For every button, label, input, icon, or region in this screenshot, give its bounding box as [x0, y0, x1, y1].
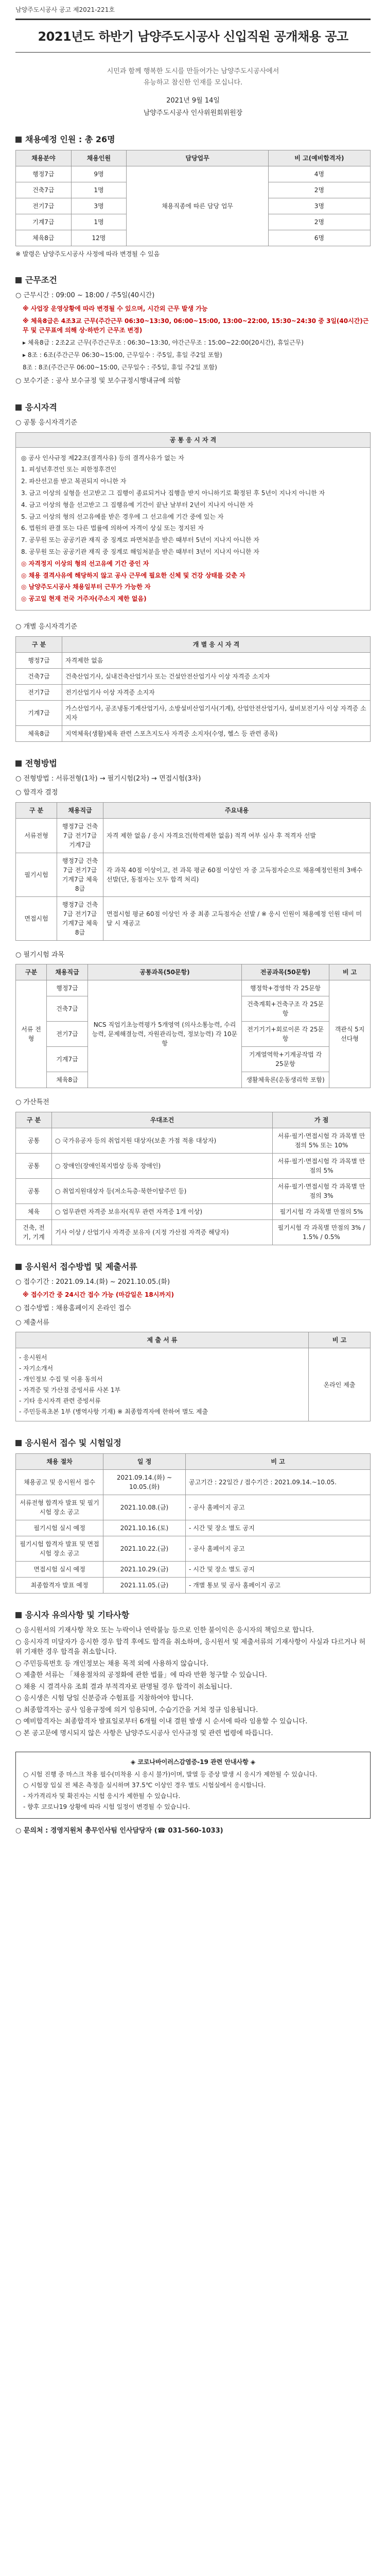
field-cell: 건축7급	[16, 668, 62, 684]
notes-list	[15, 1625, 371, 1738]
field-cell: 기계7급	[16, 700, 62, 725]
section-application: 응시원서 접수방법 및 제출서류	[15, 1261, 371, 1273]
table-row: 건축7급 1명 2명	[16, 182, 371, 198]
intro-line: 시민과 함께 행복한 도시를 만들어가는 남양주도시공사에서	[107, 67, 279, 75]
category-cell: 공통	[16, 1178, 52, 1204]
step-cell: 최종합격자 발표 예정	[16, 1578, 103, 1594]
category-cell: 서류 전형	[16, 980, 47, 1088]
note-cell: - 공사 홈페이지 공고	[186, 1495, 371, 1520]
grades-cell: 행정7급 건축7급 전기7급 기계7급 체육8급	[57, 896, 103, 940]
table-row	[16, 652, 371, 668]
date-cell: 2021.10.08.(금)	[103, 1495, 186, 1520]
step-cell: 필기시험 합격자 발표 및 면접시험 장소 공고	[16, 1536, 103, 1562]
step-cell: 서류전형 합격자 발표 및 필기시험 장소 공고	[16, 1495, 103, 1520]
note-cell: 객관식 5지선다형	[329, 980, 371, 1088]
list-item: ○ 응시생은 시험 당일 신분증과 수험표를 지참하여야 합니다.	[15, 1694, 194, 1703]
list-item: ○ 주민등록번호 등 개인정보는 채용 목적 외에 사용하지 않습니다.	[15, 1659, 209, 1668]
hours-note: ※ 사업장 운영상황에 따라 변경될 수 있으며, 시간외 근무 발생 가능	[23, 304, 208, 312]
selection-method: ○ 전형방법 : 서류전형(1차) → 필기시험(2차) → 면접시험(3차)	[15, 774, 201, 783]
application-method: ○ 접수방법 : 채용홈페이지 온라인 접수	[15, 1304, 131, 1313]
list-item: - 개인정보 수집 및 이용 동의서	[19, 1376, 103, 1383]
condition-cell: ○ 국가유공자 등의 취업지원 대상자(보훈 가점 적용 대상자)	[52, 1128, 273, 1153]
table-row	[16, 853, 371, 896]
requirement-cell: 가스산업기사, 공조냉동기계산업기사, 소방설비산업기사(기계), 산업안전산업기사, 설비보전기사 이상 자격증 소지자	[62, 700, 371, 725]
major-subject-cell: 건축계획+건축구조 각 25문항	[242, 996, 329, 1022]
docs-list	[19, 1353, 305, 1416]
category-cell: 공통	[16, 1153, 52, 1178]
condition-cell: 기사 이상 / 산업기사 자격증 보유자 (지정 가산점 자격증 해당자)	[52, 1219, 273, 1245]
condition-cell: ○ 취업지원대상자 등(저소득층·북한이탈주민 등)	[52, 1178, 273, 1204]
condition-cell: ○ 장애인(장애인복지법상 등록 장애인)	[52, 1153, 273, 1178]
written-exam-label: ○ 필기시험 과목	[15, 951, 64, 959]
points-cell: 필기시험 각 과목별 만점의 5%	[273, 1204, 371, 1219]
table-row	[16, 1520, 371, 1536]
list-item: ◎ 자격정지 이상의 형의 선고유예 기간 중인 자	[21, 560, 149, 567]
stage-cell: 서류전형	[16, 818, 57, 853]
common-eligibility-label: ○ 공통 응시자격기준	[15, 419, 78, 427]
list-item: 7. 공무원 또는 공공기관 재직 중 징계로 파면처분을 받은 때부터 5년이 지나지 아니한 자	[21, 536, 259, 544]
major-subject-cell: 전기기기+회로이론 각 25문항	[242, 1022, 329, 1047]
category-cell: 건축, 전기, 기계	[16, 1219, 52, 1245]
major-subject-cell: 생활체육론(운동생리학 포함)	[242, 1072, 329, 1088]
category-cell: 공통	[16, 1128, 52, 1153]
intro	[15, 66, 371, 89]
category-cell: 체육	[16, 1204, 52, 1219]
grade-cell: 전기7급	[47, 1022, 88, 1047]
table-row: 전기7급 3명 3명	[16, 198, 371, 214]
shift-detail: ▸ 8조 : 6조(주간근무 06:30~15:00, 근무일수 : 주5일, 휴일 주2일 포함)	[23, 351, 222, 359]
list-item: ◎ 남양주도시공사 채용일부터 근무가 가능한 자	[21, 583, 151, 591]
list-item: - 자기소개서	[19, 1365, 54, 1372]
list-item: - 기타 응시자격 관련 증빙서류	[19, 1397, 101, 1405]
docs-label: ○ 제출서류	[15, 1318, 49, 1327]
docs-table: 제 출 서 류 비 고 - 응시원서 - 자기소개서 - 개인정보 수집 및 이용 동의서 - 자격증 및 가산점 증빙서류 사본 1부 - 기타 응시자격 관련 증빙서류 - 주민등록초본 1부 (병역사항 기재) ※ 최종합격자에 한하여 별도 제출 온라인 제출	[15, 1332, 371, 1421]
list-item: ◎ 공사 인사규정 제22조(결격사유) 등의 결격사유가 없는 자	[21, 454, 184, 462]
section-work-conditions: 근무조건	[15, 274, 371, 286]
content-cell: 자격 제한 없음 / 응시 자격요건(학력제한 없음) 적격 여부 심사 후 적격자 선발	[103, 818, 371, 853]
grade-cell: 기계7급	[47, 1047, 88, 1072]
grade-cell: 행정7급	[47, 980, 88, 996]
grade-cell: 건축7급	[47, 996, 88, 1022]
requirement-cell: 건축산업기사, 실내건축산업기사 또는 건설안전산업기사 이상 자격증 소지자	[62, 668, 371, 684]
table-row	[16, 684, 371, 700]
points-cell: 필기시험 각 과목별 만점의 3% / 1.5% / 0.5%	[273, 1219, 371, 1245]
list-item: - 자격증 및 가산점 증빙서류 사본 1부	[19, 1386, 121, 1394]
date-cell: 2021.10.22.(금)	[103, 1536, 186, 1562]
shift-note: ※ 체육8급은 4조3교 근무(주간근무 06:30~13:30, 06:00~15:00, 13:00~22:00, 15:30~24:30 중 3일(40시간)근무 및 근무표에 의해 상·하반기 근무조 변경)	[23, 317, 369, 334]
square-bullet-icon	[15, 277, 22, 283]
step-cell: 필기시험 실시 예정	[16, 1520, 103, 1536]
bonus-label: ○ 가산특전	[15, 1098, 49, 1107]
table-row	[16, 1536, 371, 1562]
work-hours: ○ 근무시간 : 09:00 ~ 18:00 / 주5일(40시간)	[15, 292, 155, 300]
selection-table: 구 분 채용직급 주요내용 서류전형 행정7급 건축7급 전기7급 기계7급 자격 제한 없음 / 응시 자격요건(학력제한 없음) 적격 여부 심사 후 적격자 선발 필기시험 행정7급 건축7급 전기7급 기계7급 체육8급 각 과목 40점 이상이고, 전 과목 평균 60점 이상인 자 중 고득점자순으로 채용예정인원의 3배수 선발(단, 동점자는 모두 합격 처리) 면접시험 행정7급 건축7급 전기7급 기계7급 체육8급 면접시험 평균 60점 이상인 자 중 최종 고득점자순 선발 / ※ 응시 인원이 채용예정 인원 대비 미달 시 재공고	[15, 802, 371, 941]
covid-notice-box: ◈ 코로나바이러스감염증-19 관련 안내사항 ◈ ○ 시험 진행 중 마스크 착용 필수(미착용 시 응시 불가)이며, 발열 등 증상 발생 시 응시가 제한될 수 있습니다. ○ 시험장 입실 전 체온 측정을 실시하며 37.5℃ 이상인 경우 별도 시험실에서 응시합니다. - 자가격리자 및 확진자는 시험 응시가 제한될 수 있습니다. - 향후 코로나19 상황에 따라 시험 일정이 변경될 수 있습니다.	[15, 1752, 371, 1819]
period-note: ※ 접수기간 중 24시간 접수 가능 (마감일은 18시까지)	[23, 1291, 174, 1299]
table-row: 행정7급 9명 채용직종에 따른 담당 업무 4명	[16, 166, 371, 182]
shift-detail: ▸ 체육8급 : 2조2교 근무(주간근무조 : 06:30~13:30, 야간근무조 : 15:00~22:00(20시간), 휴일근무)	[23, 338, 304, 346]
requirement-cell: 지역체육(생활)체육 관련 스포츠지도사 자격증 소지자(수영, 헬스 등 관련 종목)	[62, 725, 371, 741]
table-row	[16, 700, 371, 725]
list-item: ○ 응시자격 미달자가 응시한 경우 합격 후에도 합격을 취소하며, 응시원서 및 제출서류의 기재사항이 사실과 다르거나 허위 기재한 경우 합격을 취소합니다.	[15, 1638, 366, 1656]
list-item: 5. 금고 이상의 형의 선고유예를 받은 경우에 그 선고유예 기간 중에 있는 자	[21, 513, 224, 520]
title-box	[15, 19, 371, 53]
table-row	[16, 896, 371, 940]
note-cell: - 개별 통보 및 공사 홈페이지 공고	[186, 1578, 371, 1594]
grade-cell: 체육8급	[47, 1072, 88, 1088]
list-item: ○ 시험 진행 중 마스크 착용 필수(미착용 시 응시 불가)이며, 발열 등 증상 발생 시 응시가 제한될 수 있습니다.	[23, 1771, 318, 1778]
section-eligibility: 응시자격	[15, 401, 371, 414]
pass-decision-label: ○ 합격자 결정	[15, 789, 58, 797]
list-item: 8. 공무원 또는 공공기관 재직 중 징계로 해임처분을 받은 때부터 3년이 지나지 아니한 자	[21, 548, 259, 556]
table-row: - 응시원서 - 자기소개서 - 개인정보 수집 및 이용 동의서 - 자격증 및 가산점 증빙서류 사본 1부 - 기타 응시자격 관련 증빙서류 - 주민등록초본 1부 (병역사항 기재) ※ 최종합격자에 한하여 별도 제출 온라인 제출	[16, 1348, 371, 1421]
table-row: 체육8급 12명 6명	[16, 230, 371, 246]
date-cell: 2021.10.16.(토)	[103, 1520, 186, 1536]
major-subject-cell: 기계열역학+기계공작법 각 25문항	[242, 1047, 329, 1072]
note-cell: - 공사 홈페이지 공고	[186, 1536, 371, 1562]
table-row	[16, 1204, 371, 1219]
square-bullet-icon	[15, 1264, 22, 1270]
written-exam-table: 구분 채용직급 공통과목(50문항) 전공과목(50문항) 비 고 서류 전형 행정7급 NCS 직업기초능력평가 5개영역 (의사소통능력, 수리능력, 문제해결능력, 자원관리능력, 정보능력) 각 10문항 행정학+경영학 각 25문항 객관식 5지선다형 건축7급 건축계획+건축구조 각 25문항 전기7급 전기기기+회로이론 각 25문항 기계7급 기계열역학+기계공작법 각 25문항 체육8급 생활체육론(운동생리학 포함)	[15, 964, 371, 1088]
list-item: ○ 응시원서의 기재사항 착오 또는 누락이나 연락불능 등으로 인한 불이익은 응시자의 책임으로 합니다.	[15, 1626, 314, 1635]
field-cell: 체육8급	[16, 725, 62, 741]
square-bullet-icon	[15, 404, 22, 411]
schedule-table: 채용 절차 일 정 비 고 채용공고 및 응시원서 접수 2021.09.14.(화) ~ 10.05.(화) 공고기간 : 22일간 / 접수기간 : 2021.09.14.~10.05. 서류전형 합격자 발표 및 필기시험 장소 공고 2021.10.08.(금) - 공사 홈페이지 공고 필기시험 실시 예정 2021.10.16.(토) - 시간 및 장소 별도 공지 필기시험 합격자 발표 및 면접시험 장소 공고 2021.10.22.(금) - 공사 홈페이지 공고 면접시험 실시 예정 2021.10.29.(금) - 시간 및 장소 별도 공지 최종합격자 발표 예정 2021.11.05.(금) - 개별 통보 및 공사 홈페이지 공고	[15, 1453, 371, 1594]
square-bullet-icon	[15, 1612, 22, 1618]
section-selection: 전형방법	[15, 757, 371, 770]
list-item: 2. 파산선고를 받고 복권되지 아니한 자	[21, 478, 127, 485]
points-cell: 서류·필기·면접시험 각 과목별 만점의 5%	[273, 1153, 371, 1178]
common-eligibility-box: 공 통 응 시 자 격 ◎ 공사 인사규정 제22조(결격사유) 등의 결격사유가 없는 자 1. 피성년후견인 또는 피한정후견인 2. 파산선고를 받고 복권되지 아니한 자 3. 금고 이상의 실형을 선고받고 그 집행이 종료되거나 집행을 받지 아니하기로 확정된 후 5년이 지나지 아니한 자 4. 금고 이상의 형을 선고받고 그 집행유예 기간이 끝난 날부터 2년이 지나지 아니한 자 5. 금고 이상의 형의 선고유예를 받은 경우에 그 선고유예 기간 중에 있는 자 6. 법원의 판결 또는 다른 법률에 의하여 자격이 상실 또는 정지된 자 7. 공무원 또는 공공기관 재직 중 징계로 파면처분을 받은 때부터 5년이 지나지 아니한 자 8. 공무원 또는 공공기관 재직 중 징계로 해임처분을 받은 때부터 3년이 지나지 아니한 자 ◎ 자격정지 이상의 형의 선고유예 기간 중인 자 ◎ 채용 결격사유에 해당하지 않고 공사 근무에 필요한 신체 및 건강 상태를 갖춘 자 ◎ 남양주도시공사 채용일부터 근무가 가능한 자 ◎ 공고일 현재 전국 거주자(주소지 제한 없음)	[15, 432, 371, 611]
list-item: 1. 피성년후견인 또는 피한정후견인	[21, 466, 117, 473]
stage-cell: 필기시험	[16, 853, 57, 896]
content-cell: 면접시험 평균 60점 이상인 자 중 최종 고득점자순 선발 / ※ 응시 인원이 채용예정 인원 대비 미달 시 재공고	[103, 896, 371, 940]
field-cell: 전기7급	[16, 684, 62, 700]
note-cell: - 시간 및 장소 별도 공지	[186, 1562, 371, 1578]
table-row	[16, 1578, 371, 1594]
list-item: ○ 제출한 서류는 「채용절차의 공정화에 관한 법률」에 따라 반환 청구할 수 있습니다.	[15, 1671, 267, 1680]
list-item: ○ 예비합격자는 최종합격자 발표일로부터 6개월 이내 결원 발생 시 순서에 따라 임용할 수 있습니다.	[15, 1718, 308, 1726]
table-row	[16, 980, 371, 996]
common-subject-cell: NCS 직업기초능력평가 5개영역 (의사소통능력, 수리능력, 문제해결능력, 자원관리능력, 정보능력) 각 10문항	[88, 980, 242, 1088]
step-cell: 면접시험 실시 예정	[16, 1562, 103, 1578]
list-item: ○ 최종합격자는 공사 임용규정에 의거 임용되며, 수습기간을 거쳐 정규 임용됩니다.	[15, 1706, 258, 1714]
table-row: 기계7급 1명 2명	[16, 214, 371, 230]
notice-number: 남양주도시공사 공고 제2021-221호	[15, 6, 115, 13]
date-cell: 2021.11.05.(금)	[103, 1578, 186, 1594]
step-cell: 채용공고 및 응시원서 접수	[16, 1470, 103, 1495]
table-row	[16, 1153, 371, 1178]
section-notes: 응시자 유의사항 및 기타사항	[15, 1609, 371, 1621]
stage-cell: 면접시험	[16, 896, 57, 940]
contact-info: ○ 문의처 : 경영지원처 총무인사팀 인사담당자 (☎ 031-560-1033)	[15, 1827, 223, 1835]
note-cell: - 시간 및 장소 별도 공지	[186, 1520, 371, 1536]
table-row	[16, 1128, 371, 1153]
table-row	[16, 1219, 371, 1245]
common-eligibility-list	[21, 453, 365, 604]
points-cell: 서류·필기·면접시험 각 과목별 만점의 3%	[273, 1178, 371, 1204]
list-item: ◎ 공고일 현재 전국 거주자(주소지 제한 없음)	[21, 595, 147, 603]
square-bullet-icon	[15, 137, 22, 143]
list-item: 4. 금고 이상의 형을 선고받고 그 집행유예 기간이 끝난 날부터 2년이 지나지 아니한 자	[21, 501, 254, 509]
page-title: 2021년도 하반기 남양주도시공사 신입직원 공개채용 공고	[38, 29, 348, 44]
table-row	[16, 1495, 371, 1520]
requirement-cell: 자격제한 없음	[62, 652, 371, 668]
major-subject-cell: 행정학+경영학 각 25문항	[242, 980, 329, 996]
issuer: 남양주도시공사 인사위원회위원장	[143, 109, 243, 117]
list-item: - 주민등록초본 1부 (병역사항 기재) ※ 최종합격자에 한하여 별도 제출	[19, 1408, 208, 1416]
grades-cell: 행정7급 건축7급 전기7급 기계7급	[57, 818, 103, 853]
table-row	[16, 725, 371, 741]
date-cell: 2021.10.29.(금)	[103, 1562, 186, 1578]
note-cell: 공고기간 : 22일간 / 접수기간 : 2021.09.14.~10.05.	[186, 1470, 371, 1495]
table-row	[16, 1178, 371, 1204]
grades-cell: 행정7급 건축7급 전기7급 기계7급 체육8급	[57, 853, 103, 896]
list-item: - 자가격리자 및 확진자는 시험 응시가 제한될 수 있습니다.	[23, 1792, 181, 1800]
points-cell: 서류·필기·면접시험 각 과목별 만점의 5% 또는 10%	[273, 1128, 371, 1153]
list-item: - 향후 코로나19 상황에 따라 시험 일정이 변경될 수 있습니다.	[23, 1803, 190, 1811]
covid-list	[23, 1770, 363, 1811]
footnote: ※ 발령은 남양주도시공사 사정에 따라 변경될 수 있음	[15, 250, 160, 258]
notice-date: 2021년 9월 14일	[166, 97, 220, 105]
condition-cell: ○ 업무관련 자격증 보유자(직무 관련 자격증 1개 이상)	[52, 1204, 273, 1219]
individual-eligibility-table: 구 분 개 별 응 시 자 격 행정7급 자격제한 없음 건축7급 건축산업기사, 실내건축산업기사 또는 건설안전산업기사 이상 자격증 소지자 전기7급 전기산업기사 이상 자격증 소지자 기계7급 가스산업기사, 공조냉동기계산업기사, 소방설비산업기사(기계), 산업안전산업기사, 설비보전기사 이상 자격증 소지자 체육8급 지역체육(생활)체육 관련 스포츠지도사 자격증 소지자(수영, 헬스 등 관련 종목)	[15, 636, 371, 742]
pay-standard: ○ 보수기준 : 공사 보수규정 및 보수규정시행내규에 의함	[15, 377, 181, 385]
list-item: - 응시원서	[19, 1354, 47, 1362]
date-cell: 2021.09.14.(화) ~ 10.05.(화)	[103, 1470, 186, 1495]
section-schedule: 응시원서 접수 및 시험일정	[15, 1437, 371, 1449]
field-cell: 행정7급	[16, 652, 62, 668]
hiring-table: 채용분야 채용인원 담당업무 비 고(예비합격자) 행정7급 9명 채용직종에 따른 담당 업무 4명 건축7급 1명 2명 전기7급 3명 3명 기계7급 1명 2명 체육8급 12명 6명	[15, 150, 371, 246]
list-item: ○ 본 공고문에 명시되지 않은 사항은 남양주도시공사 인사규정 및 관련 법령에 따릅니다.	[15, 1729, 273, 1737]
table-row	[16, 1562, 371, 1578]
square-bullet-icon	[15, 760, 22, 767]
intro-line: 유능하고 참신한 인재를 모십니다.	[143, 79, 243, 87]
section-hiring-count: 채용예정 인원 : 총 26명	[15, 133, 371, 146]
requirement-cell: 전기산업기사 이상 자격증 소지자	[62, 684, 371, 700]
table-row	[16, 818, 371, 853]
list-item: 3. 금고 이상의 실형을 선고받고 그 집행이 종료되거나 집행을 받지 아니하기로 확정된 후 5년이 지나지 아니한 자	[21, 489, 325, 497]
table-row	[16, 1470, 371, 1495]
content-cell: 각 과목 40점 이상이고, 전 과목 평균 60점 이상인 자 중 고득점자순으로 채용예정인원의 3배수 선발(단, 동점자는 모두 합격 처리)	[103, 853, 371, 896]
shift-detail: 8조 : 8조(주간근무 06:00~15:00, 근무일수 : 주5일, 휴일 주2일 포함)	[23, 363, 217, 371]
table-row	[16, 668, 371, 684]
list-item: ○ 채용 시 결격사유 조회 결과 부적격자로 판명될 경우 합격이 취소됩니다.	[15, 1683, 232, 1691]
individual-eligibility-label: ○ 개별 응시자격기준	[15, 623, 78, 631]
bonus-table: 구 분 우대조건 가 점 공통 ○ 국가유공자 등의 취업지원 대상자(보훈 가점 적용 대상자) 서류·필기·면접시험 각 과목별 만점의 5% 또는 10% 공통 ○ 장애인(장애인복지법상 등록 장애인) 서류·필기·면접시험 각 과목별 만점의 5% 공통 ○ 취업지원대상자 등(저소득층·북한이탈주민 등) 서류·필기·면접시험 각 과목별 만점의 3% 체육 ○ 업무관련 자격증 보유자(직무 관련 자격증 1개 이상) 필기시험 각 과목별 만점의 5% 건축, 전기, 기계 기사 이상 / 산업기사 자격증 보유자 (지정 가산점 자격증 해당자) 필기시험 각 과목별 만점의 3% / 1.5% / 0.5%	[15, 1112, 371, 1245]
list-item: ○ 시험장 입실 전 체온 측정을 실시하며 37.5℃ 이상인 경우 별도 시험실에서 응시합니다.	[23, 1782, 266, 1789]
list-item: ◎ 채용 결격사유에 해당하지 않고 공사 근무에 필요한 신체 및 건강 상태를 갖춘 자	[21, 571, 245, 579]
application-period: ○ 접수기간 : 2021.09.14.(화) ~ 2021.10.05.(화)	[15, 1278, 170, 1286]
square-bullet-icon	[15, 1440, 22, 1446]
list-item: 6. 법원의 판결 또는 다른 법률에 의하여 자격이 상실 또는 정지된 자	[21, 524, 204, 532]
